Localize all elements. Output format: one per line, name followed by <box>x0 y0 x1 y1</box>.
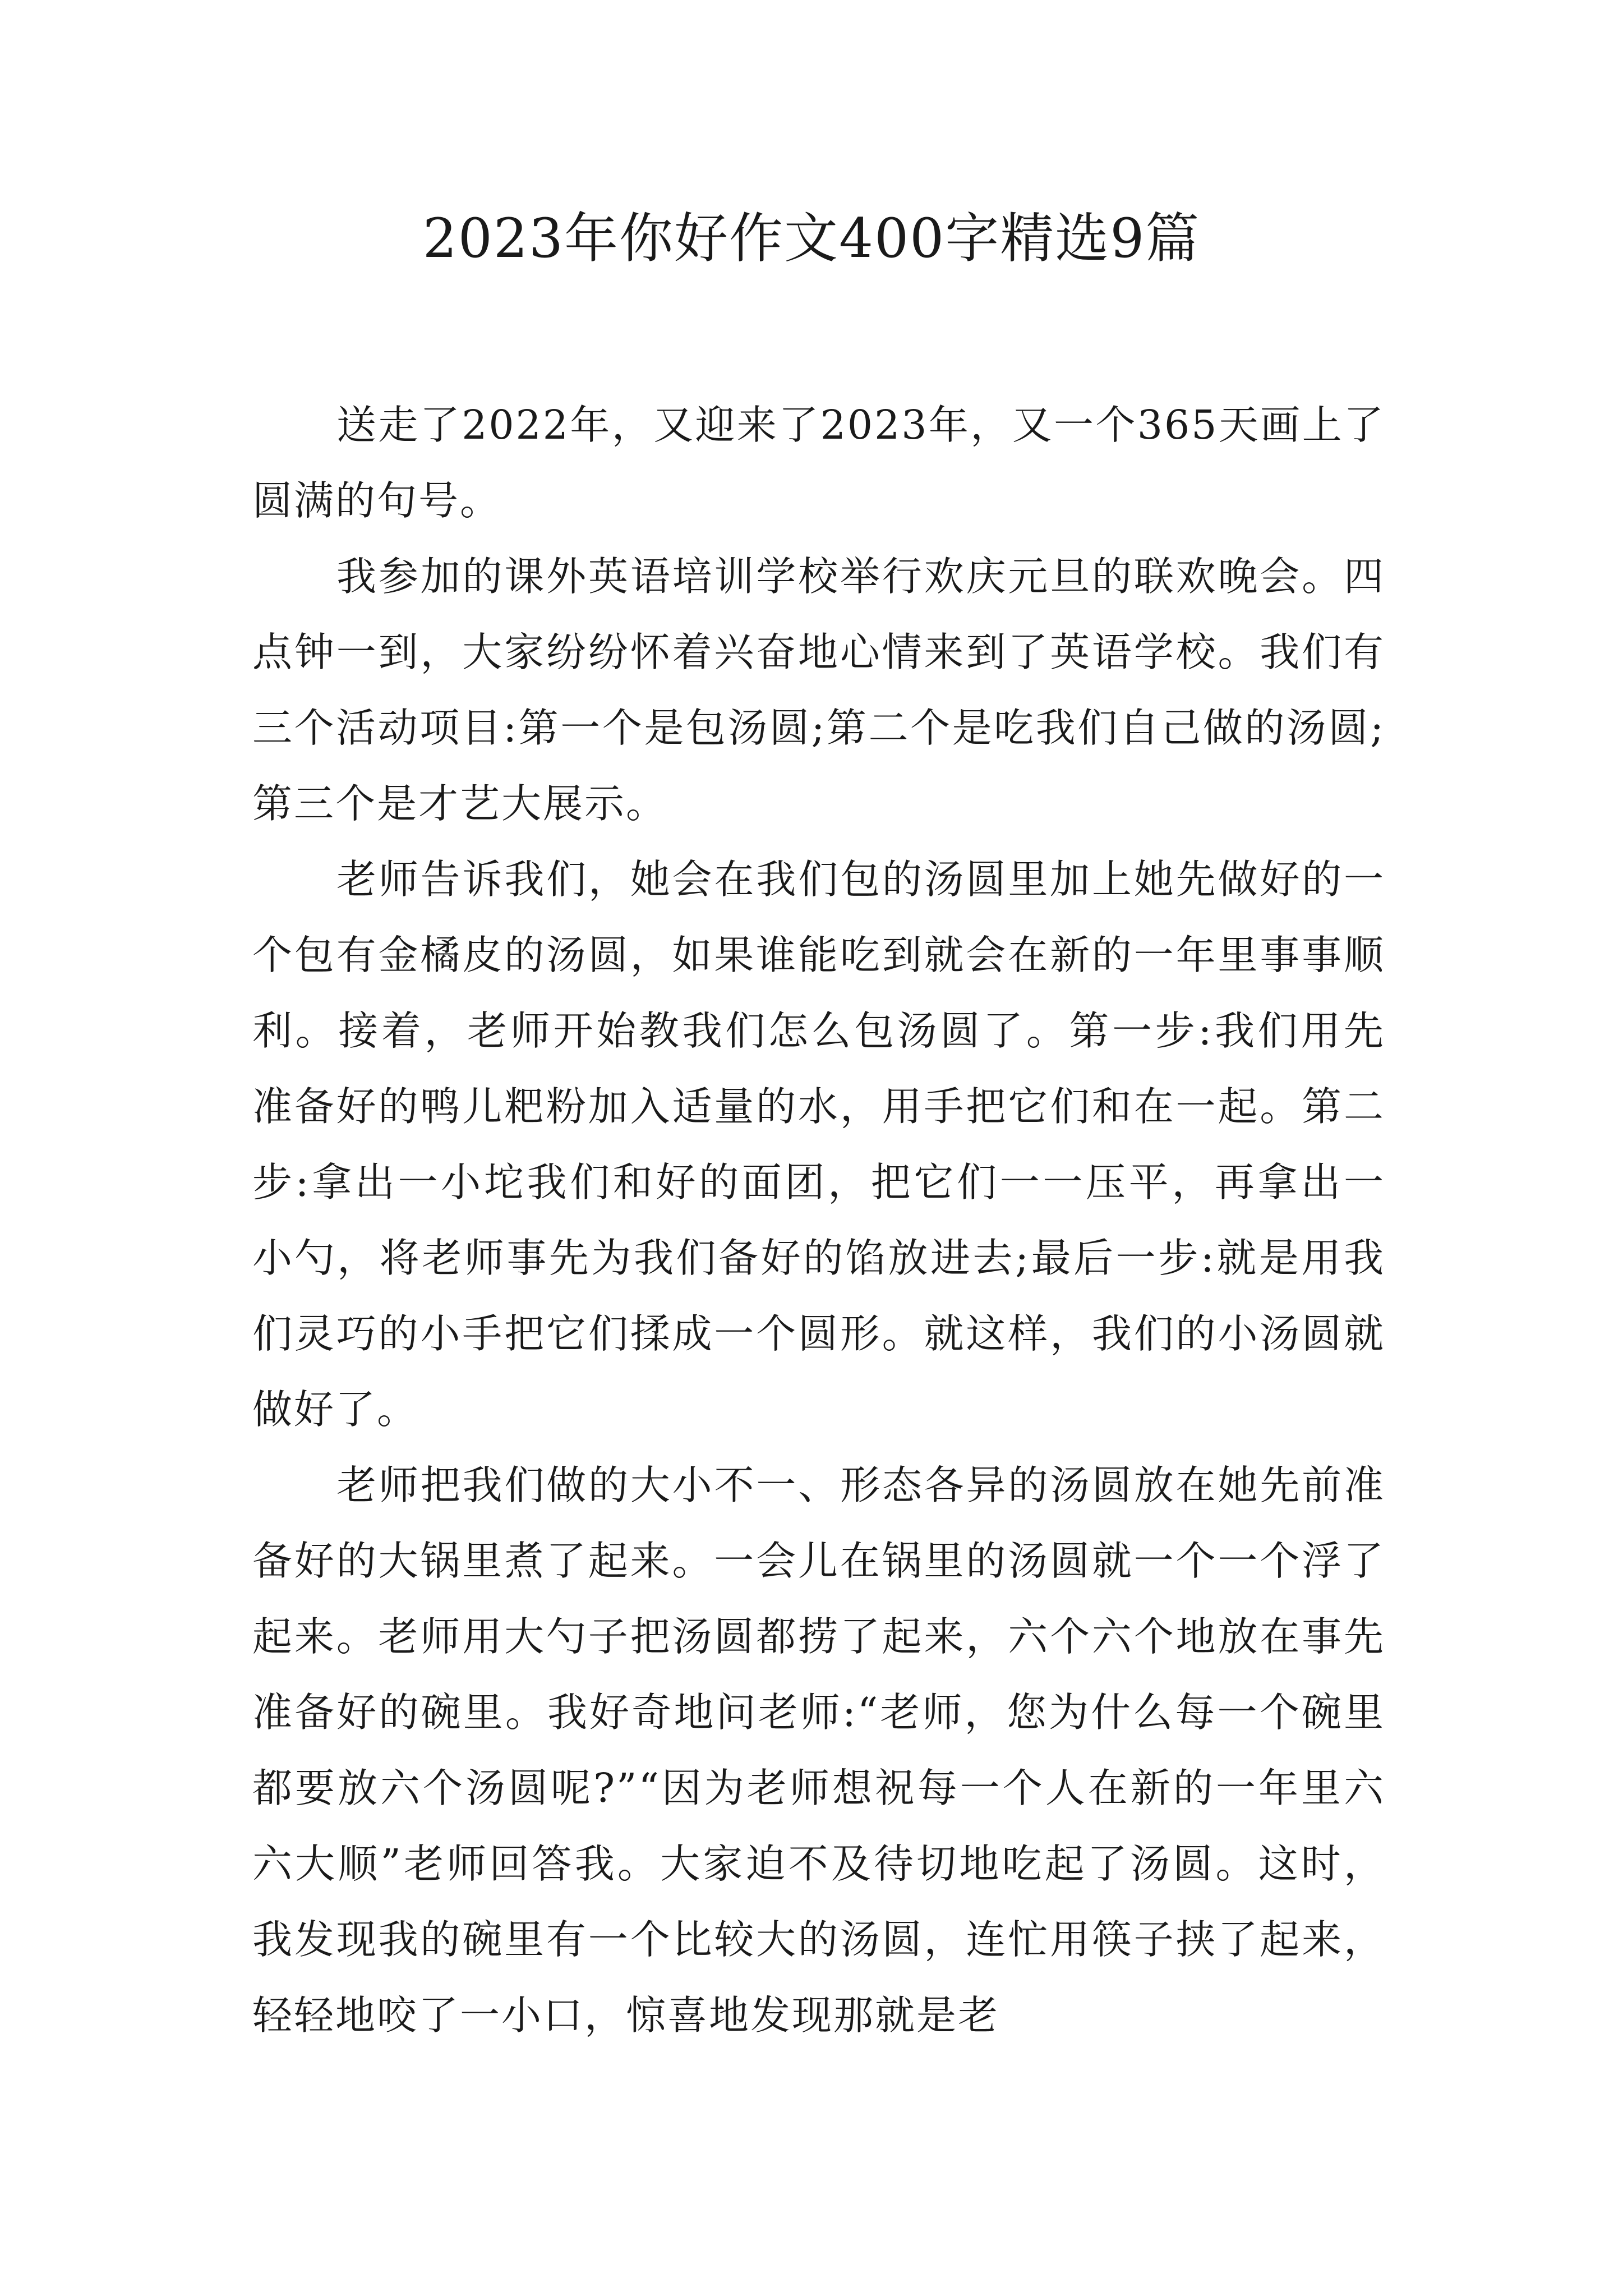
paragraph-3: 老师告诉我们，她会在我们包的汤圆里加上她先做好的一个包有金橘皮的汤圆，如果谁能吃到就会在新的一年里事事顺利。接着，老师开始教我们怎么包汤圆了。第一步:我们用先准备好的鸭儿粑粉加入适量的水，用手把它们和在一起。第二步:拿出一小坨我们和好的面团，把它们一一压平，再拿出一小勺，将老师事先为我们备好的馅放进去;最后一步:就是用我们灵巧的小手把它们揉成一个圆形。就这样，我们的小汤圆就做好了。 <box>252 856 1385 1433</box>
document-title: 2023年你好作文400字精选9篇 <box>422 207 1201 270</box>
paragraph-2: 我参加的课外英语培训学校举行欢庆元旦的联欢晚会。四点钟一到，大家纷纷怀着兴奋地心情来到了英语学校。我们有三个活动项目:第一个是包汤圆;第二个是吃我们自己做的汤圆;第三个是才艺大展示。 <box>252 553 1385 827</box>
document-body <box>252 387 1385 2053</box>
paragraph-1: 送走了2022年，又迎来了2023年，又一个365天画上了圆满的句号。 <box>252 402 1385 524</box>
paragraph-4: 老师把我们做的大小不一、形态各异的汤圆放在她先前准备好的大锅里煮了起来。一会儿在锅里的汤圆就一个一个浮了起来。老师用大勺子把汤圆都捞了起来，六个六个地放在事先准备好的碗里。我好奇地问老师:“老师，您为什么每一个碗里都要放六个汤圆呢?”“因为老师想祝每一个人在新的一年里六六大顺”老师回答我。大家迫不及待切地吃起了汤圆。这时，我发现我的碗里有一个比较大的汤圆，连忙用筷子挟了起来，轻轻地咬了一小口，惊喜地发现那就是老 <box>252 1462 1385 2039</box>
